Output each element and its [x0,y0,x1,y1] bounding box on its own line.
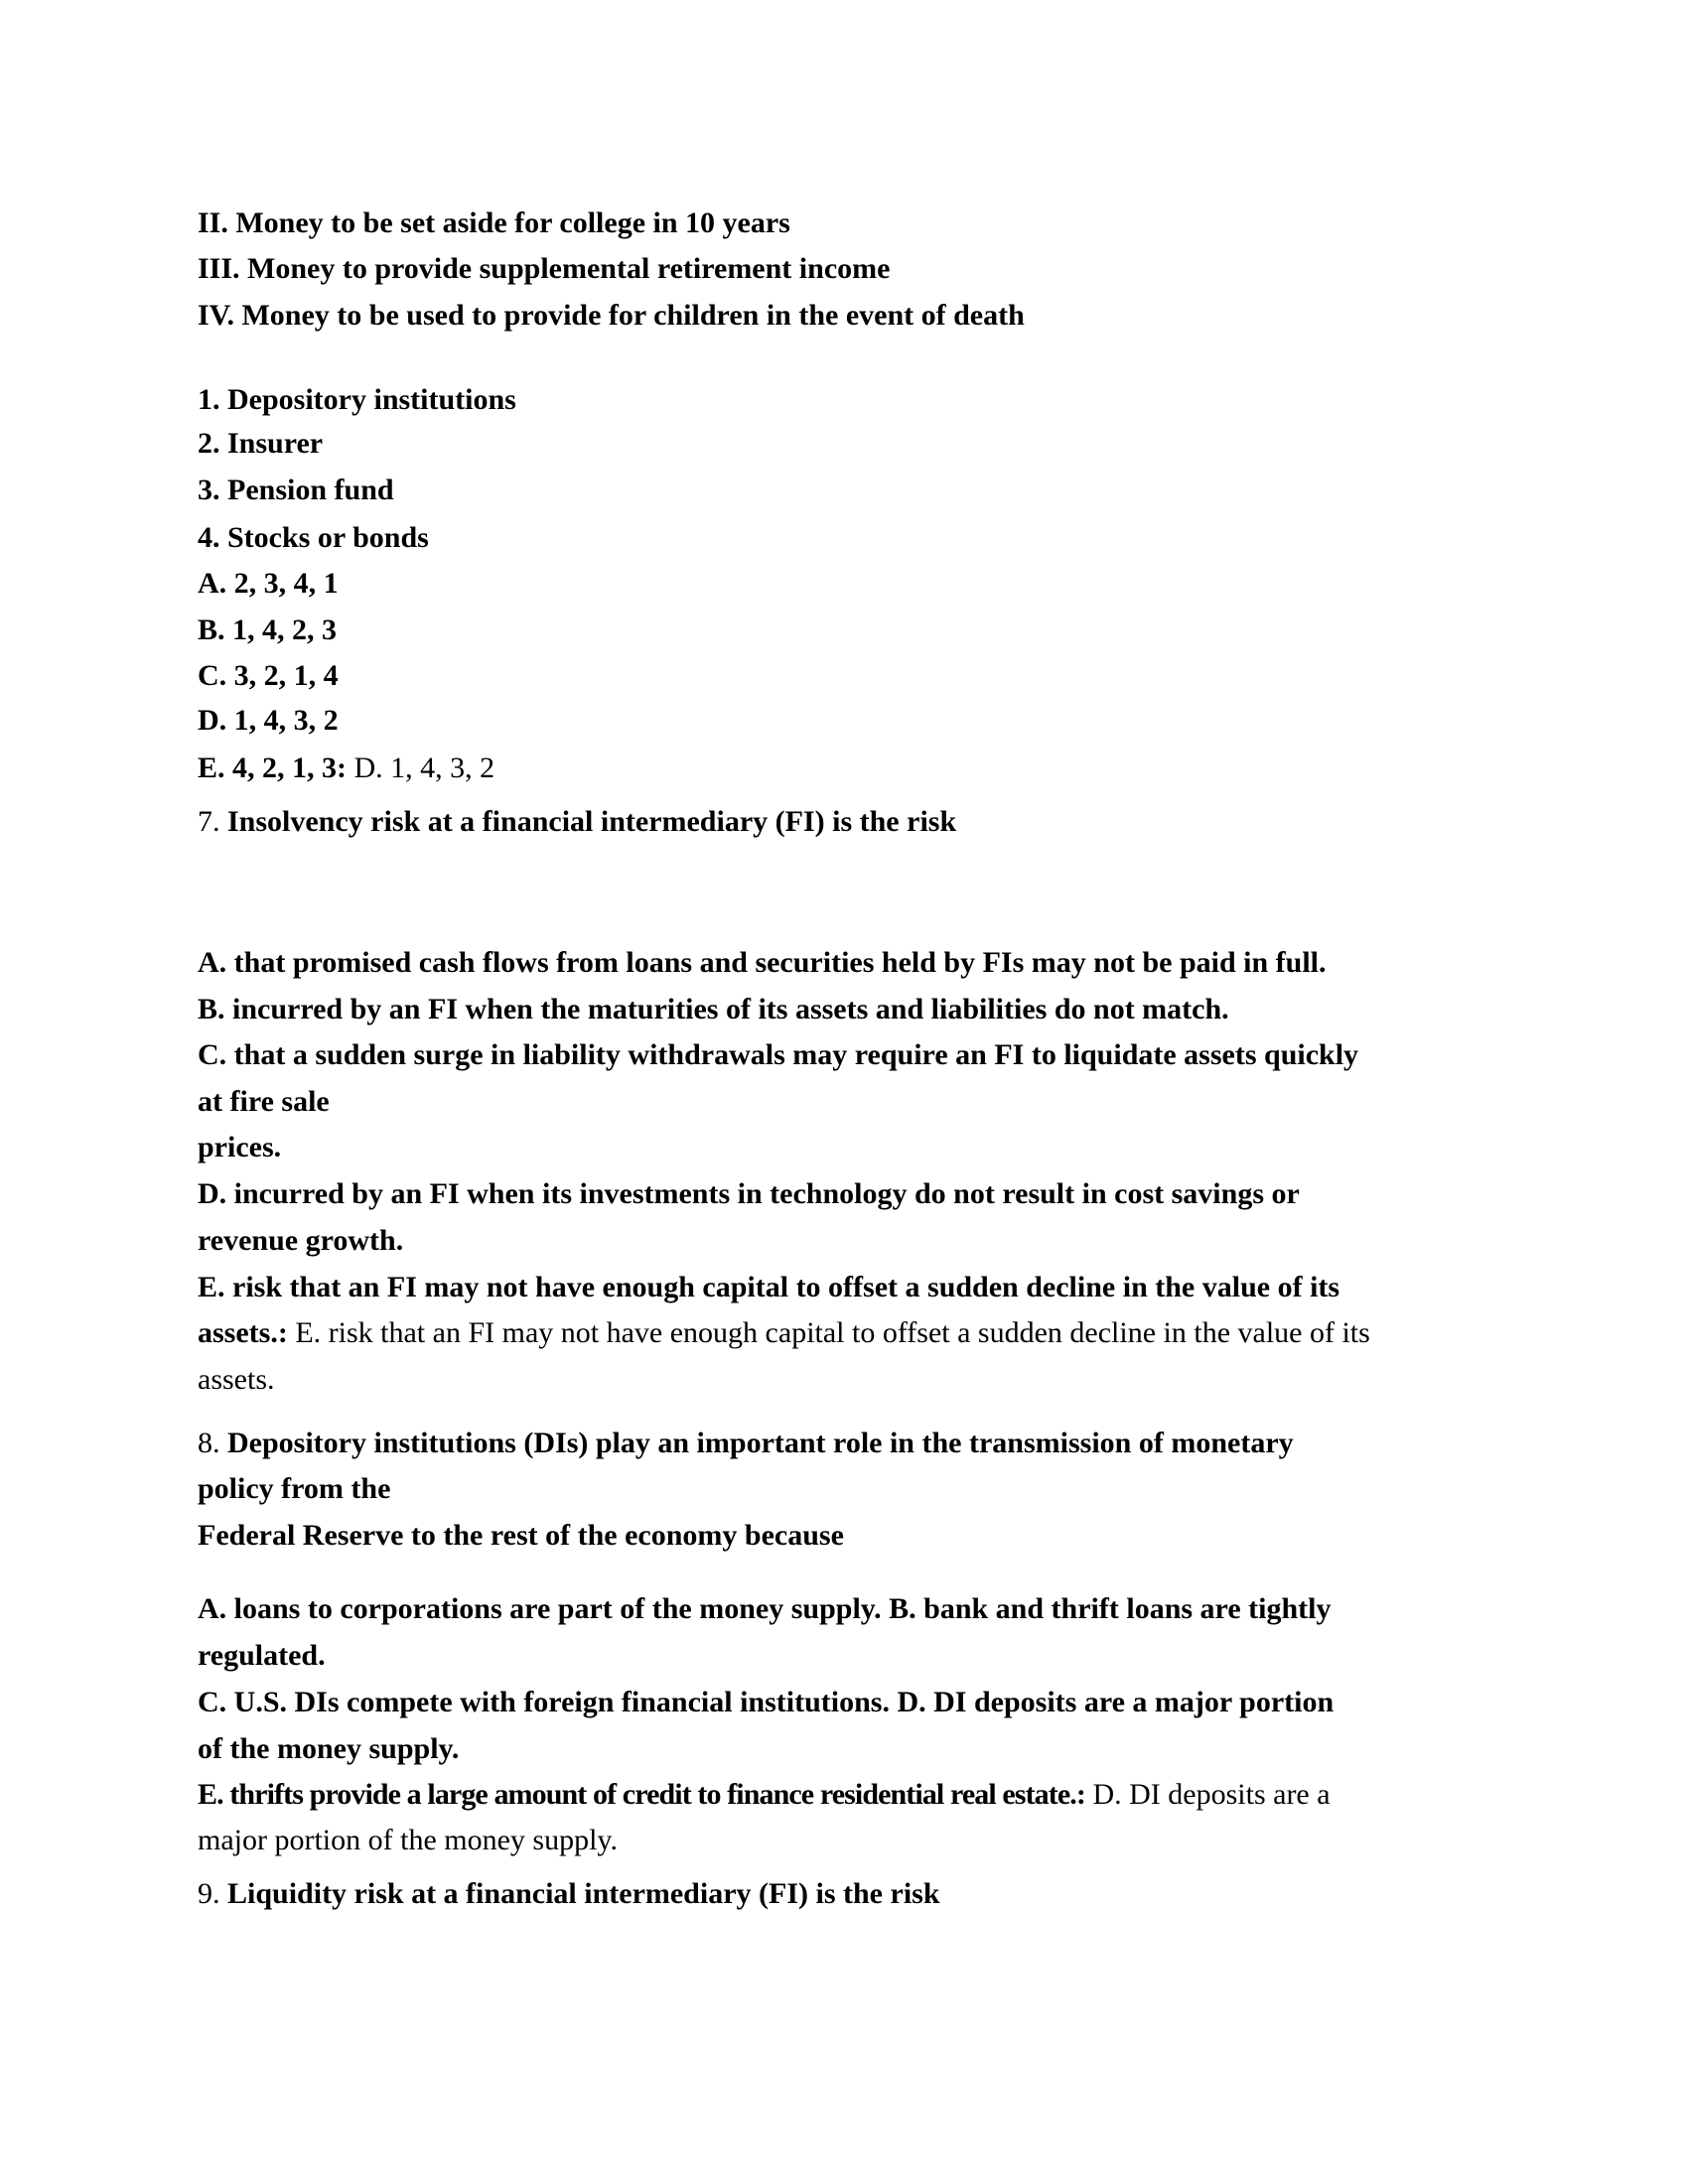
answer: D. 1, 4, 3, 2 [347,751,495,784]
answer-choice: A. 2, 3, 4, 1 [198,567,339,600]
answer: assets. [198,1363,275,1396]
answer-choice: E. risk that an FI may not have enough capital to offset a sudden decline in the value of its [198,1271,1340,1303]
match-item: III. Money to provide supplemental retirement income [198,252,891,285]
match-option: 2. Insurer [198,427,324,460]
answer-choice: E. 4, 2, 1, 3: [198,751,347,784]
answer-choice: D. 1, 4, 3, 2 [198,704,339,737]
answer-choice: C. U.S. DIs compete with foreign financial institutions. D. DI deposits are a major portion [198,1686,1335,1718]
question-7 [198,802,956,842]
answer-choice: E. thrifts provide a large amount of credit to finance residential real estate.: [198,1778,1085,1811]
answer-choice: D. incurred by an FI when its investments in technology do not result in cost savings or [198,1177,1300,1210]
answer-choice: B. incurred by an FI when the maturities of its assets and liabilities do not match. [198,993,1229,1025]
answer-line [198,1775,1331,1815]
question-text: policy from the [198,1472,391,1505]
answer-choice: at fire sale [198,1085,330,1118]
match-option: 1. Depository institutions [198,383,516,416]
match-item: IV. Money to be used to provide for children in the event of death [198,299,1025,332]
answer-choice: revenue growth. [198,1224,404,1257]
answer-line [198,1313,1370,1353]
answer-choice: A. loans to corporations are part of the money supply. B. bank and thrift loans are tightly [198,1592,1332,1625]
answer-choice: assets.: [198,1316,288,1349]
question-number: 8. [198,1427,220,1459]
question-9 [198,1874,940,1914]
question-8 [198,1424,1294,1463]
answer: E. risk that an FI may not have enough capital to offset a sudden decline in the value of its [287,1316,1370,1349]
question-text: Depository institutions (DIs) play an important role in the transmission of monetary [219,1427,1294,1459]
question-number: 9. [198,1877,220,1910]
question-text: Insolvency risk at a financial intermediary (FI) is the risk [219,805,957,838]
answer-choice: regulated. [198,1639,326,1672]
answer-choice: C. that a sudden surge in liability withdrawals may require an FI to liquidate assets quickly [198,1038,1359,1071]
answer-line [198,749,494,788]
answer-choice: prices. [198,1131,282,1163]
question-number: 7. [198,805,220,838]
match-option: 3. Pension fund [198,474,394,506]
question-text: Liquidity risk at a financial intermediary (FI) is the risk [219,1877,940,1910]
match-item: II. Money to be set aside for college in 10 years [198,206,790,239]
question-text: Federal Reserve to the rest of the economy because [198,1519,844,1552]
answer-choice: A. that promised cash flows from loans and securities held by FIs may not be paid in full. [198,946,1327,979]
answer: D. DI deposits are a [1084,1778,1331,1811]
answer: major portion of the money supply. [198,1824,618,1856]
answer-choice: B. 1, 4, 2, 3 [198,614,338,646]
answer-choice: C. 3, 2, 1, 4 [198,659,339,692]
answer-choice: of the money supply. [198,1732,460,1765]
match-option: 4. Stocks or bonds [198,521,429,554]
